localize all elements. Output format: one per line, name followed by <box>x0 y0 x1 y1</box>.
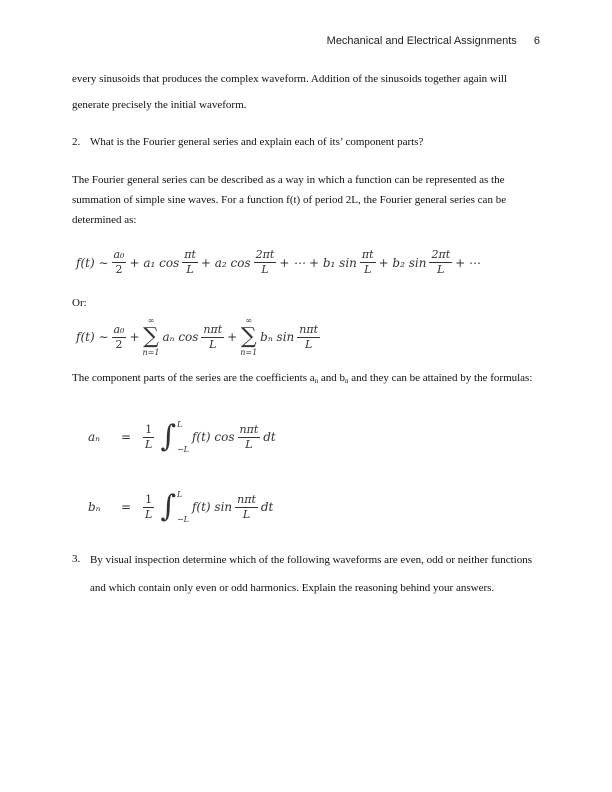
formula-coef-b <box>88 490 273 524</box>
running-title: Mechanical and Electrical Assignments <box>326 35 517 47</box>
plus-sign: + <box>227 330 238 344</box>
running-header <box>327 35 540 47</box>
fraction-a0-over-2: $\frac{\text{a₀}}{2}$ <box>113 322 125 351</box>
fraction-pit-over-L: $\frac{\pi t}{L}$ <box>184 248 196 276</box>
term-b2-sin: + b₂ sin <box>378 255 427 270</box>
fraction-npit-over-L: $\frac{\text{nπt}}{L}$ <box>203 322 223 351</box>
page-number: 6 <box>533 35 540 47</box>
components-paragraph: The component parts of the series are the coefficients an and bn and they can be attained by the formulas: <box>72 372 533 385</box>
integral-operator: ∫ L −L <box>160 489 189 524</box>
question-2-number: 2. <box>72 136 81 148</box>
or-label: Or: <box>72 297 87 309</box>
question-3-text: By visual inspection determine which of the following waveforms are even, odd or neither functions and which contain only even or odd harmonics. Explain the reasoning behind your answers. <box>90 554 533 594</box>
integral-operator: ∫ L −L <box>160 419 189 454</box>
sum-operator: ∞ ∑ n=1 <box>142 316 160 357</box>
term-tail: + ⋯ <box>455 255 481 270</box>
question-3-number: 3. <box>72 553 81 565</box>
term-b1-sin: + ⋯ + b₁ sin <box>279 255 357 270</box>
fraction-2pit-over-L-2: $\frac{2\pi t}{L}$ <box>431 248 451 276</box>
coef-b-lhs: bₙ <box>88 500 101 514</box>
formula-coef-a <box>88 420 276 454</box>
integrand: f(t) cos <box>191 430 235 444</box>
term-a2-cos: + a₂ cos <box>200 255 251 270</box>
term-a1-cos: + a₁ cos <box>129 255 180 270</box>
sum-operator: ∞ ∑ n=1 <box>240 316 258 357</box>
integrand: f(t) sin <box>191 500 233 514</box>
fraction-1-over-L: $\frac{1}{L}$ <box>145 492 153 521</box>
formula-series-expanded <box>76 248 481 277</box>
fraction-pit-over-L-2: $\frac{\pi t}{L}$ <box>361 248 374 276</box>
plus-sign: + <box>129 330 140 344</box>
fraction-npit-over-L: $\frac{\text{nπt}}{L}$ <box>239 422 259 451</box>
fraction-2pit-over-L: $\frac{2\pi t}{L}$ <box>255 248 275 276</box>
formula-lhs: f(t) ∼ <box>76 330 109 344</box>
term-bn-sin: bₙ sin <box>260 330 295 344</box>
intro-paragraph: every sinusoids that produces the complex waveform. Addition of the sinusoids together again will generate precisely the initial waveform. <box>72 73 508 111</box>
fraction-npit-over-L-2: $\frac{\text{nπt}}{L}$ <box>299 322 318 351</box>
fraction-a0-over-2: $\frac{\text{a₀}}{2}$ <box>113 248 125 276</box>
fraction-npit-over-L: $\frac{\text{nπt}}{L}$ <box>237 492 256 521</box>
term-an-cos: aₙ cos <box>162 330 199 344</box>
definition-paragraph: The Fourier general series can be described as a way in which a function can be represented as the summation of simple sine waves. For a function f(t) of period 2L, the Fourier general series can be determined as: <box>72 174 507 226</box>
equals-sign: = <box>120 500 132 514</box>
differential: dt <box>263 430 276 444</box>
differential: dt <box>260 500 274 514</box>
coef-a-lhs: aₙ <box>88 430 101 444</box>
fraction-1-over-L: $\frac{1}{L}$ <box>145 422 153 451</box>
equals-sign: = <box>120 430 132 444</box>
formula-series-sigma <box>76 316 323 358</box>
formula-lhs: f(t) ∼ <box>76 255 109 270</box>
question-2-text: What is the Fourier general series and explain each of its’ component parts? <box>90 136 424 148</box>
